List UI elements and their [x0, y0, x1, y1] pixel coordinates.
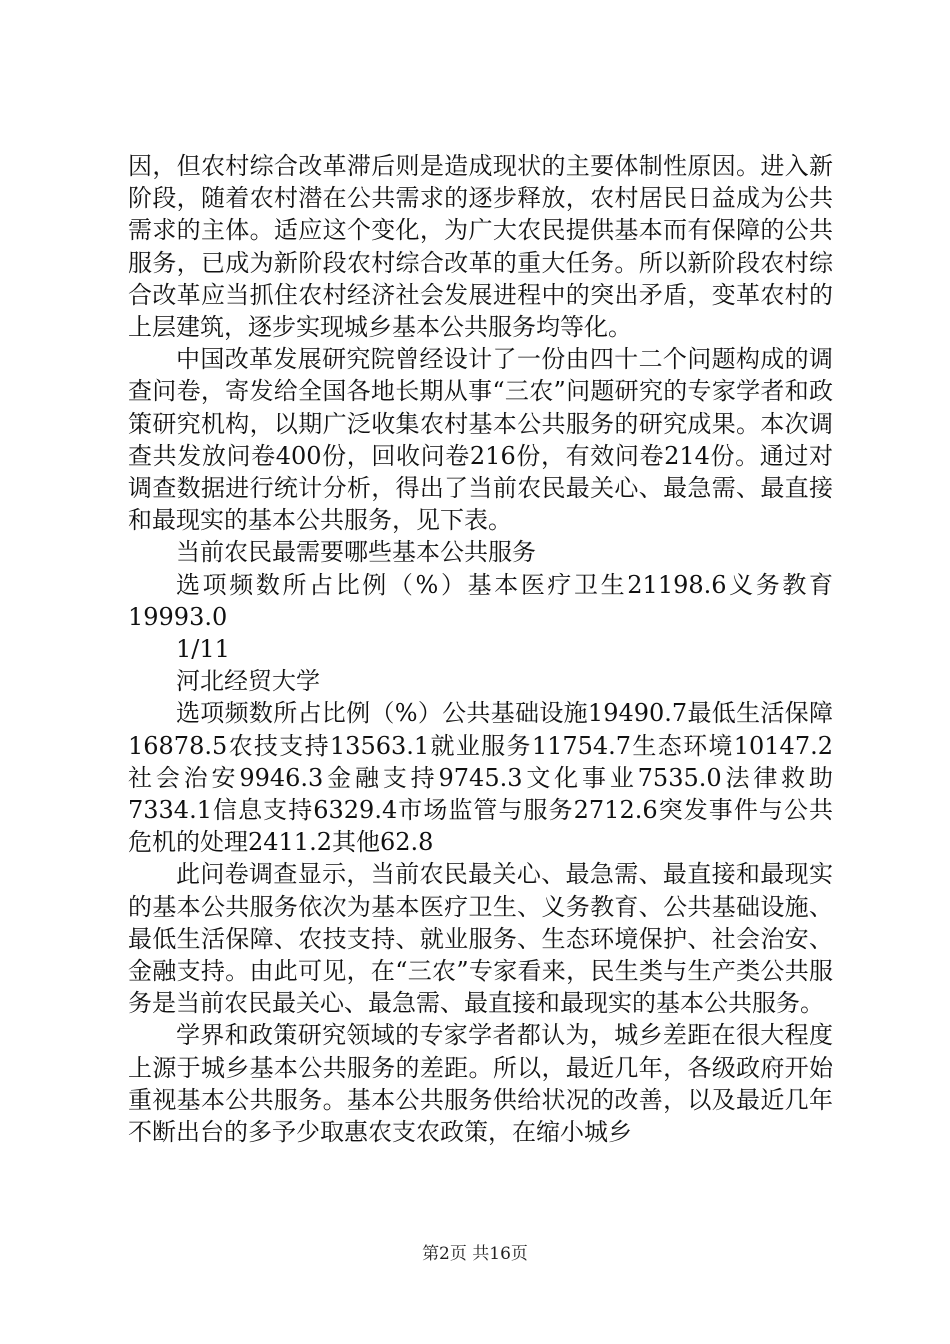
document-body — [128, 150, 833, 1148]
page-footer: 第2页 共16页 — [422, 1244, 528, 1264]
page-marker: 1/11 — [176, 635, 230, 664]
paragraph-1: 因，但农村综合改革滞后则是造成现状的主要体制性原因。进入新阶段，随着农村潜在公共需求的逐步释放，农村居民日益成为公共需求的主体。适应这个变化，为广大农民提供基本而有保障的公共服务，已成为新阶段农村综合改革的重大任务。所以新阶段农村综合改革应当抓住农村经济社会发展进程中的突出矛盾，变革农村的上层建筑，逐步实现城乡基本公共服务均等化。 — [128, 152, 833, 342]
table-text-part-1: 选项频数所占比例（%）基本医疗卫生21198.6义务教育19993.0 — [128, 570, 833, 631]
paragraph-3: 此问卷调查显示，当前农民最关心、最急需、最直接和最现实的基本公共服务依次为基本医疗卫生、义务教育、公共基础设施、最低生活保障、农技支持、就业服务、生态环境保护、社会治安、金融支持。由此可见，在“三农”专家看来，民生类与生产类公共服务是当前农民最关心、最急需、最直接和最现实的基本公共服务。 — [128, 860, 833, 1018]
school-name: 河北经贸大学 — [176, 667, 320, 696]
table-title: 当前农民最需要哪些基本公共服务 — [176, 538, 536, 567]
paragraph-2: 中国改革发展研究院曾经设计了一份由四十二个问题构成的调查问卷，寄发给全国各地长期从事“三农”问题研究的专家学者和政策研究机构，以期广泛收集农村基本公共服务的研究成果。本次调查共发放问卷400份，回收问卷216份，有效问卷214份。通过对调查数据进行统计分析，得出了当前农民最关心、最急需、最直接和最现实的基本公共服务，见下表。 — [128, 345, 833, 535]
paragraph-4: 学界和政策研究领域的专家学者都认为，城乡差距在很大程度上源于城乡基本公共服务的差距。所以，最近几年，各级政府开始重视基本公共服务。基本公共服务供给状况的改善，以及最近几年不断出台的多予少取惠农支农政策，在缩小城乡 — [128, 1021, 833, 1147]
table-text-part-2: 选项频数所占比例（%）公共基础设施19490.7最低生活保障16878.5农技支持13563.1就业服务11754.7生态环境10147.2社会治安9946.3金融支持9745.3文化事业7535.0法律救助7334.1信息支持6329.4市场监管与服务2712.6突发事件与公共危机的处理2411.2其他62.8 — [128, 699, 833, 857]
